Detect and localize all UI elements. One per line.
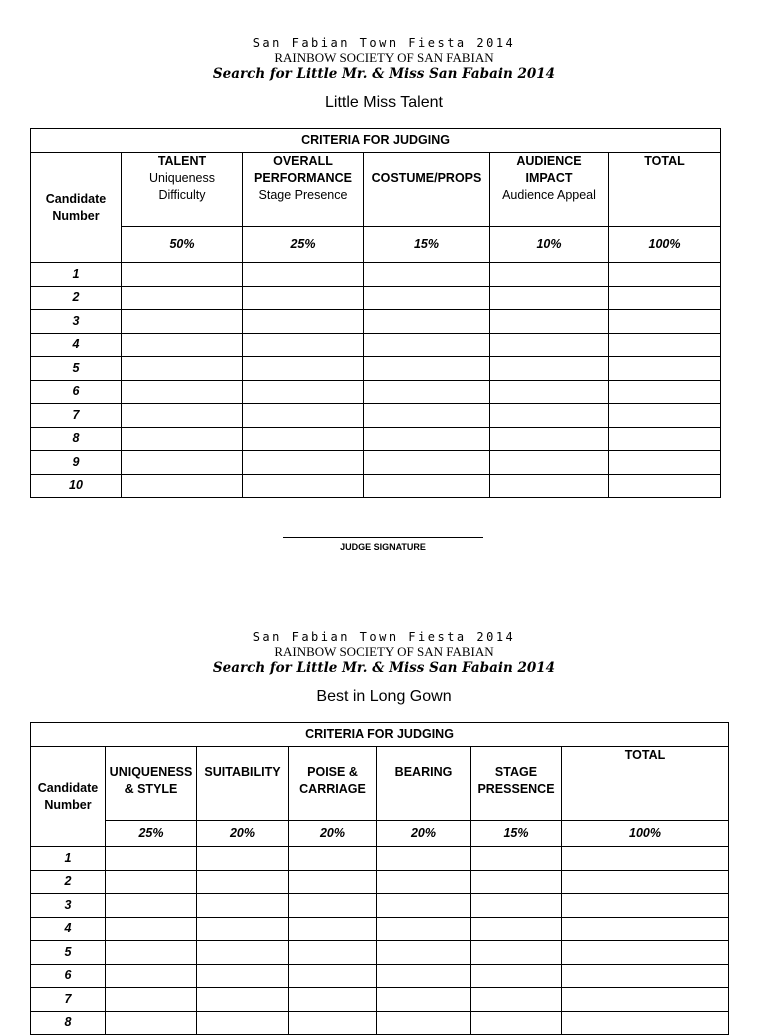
score-cell[interactable] [490, 333, 609, 357]
score-cell[interactable] [364, 357, 490, 381]
total-weight: 100% [609, 227, 721, 263]
score-cell[interactable] [490, 427, 609, 451]
score-cell[interactable] [243, 380, 364, 404]
score-cell[interactable] [471, 1011, 562, 1035]
costume-weight: 15% [364, 227, 490, 263]
score-cell[interactable] [106, 917, 197, 941]
suitability-weight: 20% [197, 821, 289, 847]
score-cell[interactable] [562, 847, 729, 871]
fiesta-title: San Fabian Town Fiesta 2014 [252, 630, 516, 644]
score-cell[interactable] [364, 451, 490, 475]
table-row [31, 286, 721, 310]
score-cell[interactable] [122, 310, 243, 334]
table-row [31, 310, 721, 334]
score-cell[interactable] [243, 263, 364, 287]
candidate-number: 4 [31, 917, 106, 941]
score-cell[interactable] [289, 964, 377, 988]
score-cell[interactable] [609, 474, 721, 498]
uniqueness-weight: 25% [106, 821, 197, 847]
candidate-number: 8 [31, 427, 122, 451]
candidate-number: 2 [31, 870, 106, 894]
score-cell[interactable] [106, 964, 197, 988]
score-cell[interactable] [122, 333, 243, 357]
candidate-number: 6 [31, 964, 106, 988]
score-cell[interactable] [609, 404, 721, 428]
total-header: TOTAL [562, 747, 729, 821]
score-cell[interactable] [471, 988, 562, 1012]
score-cell[interactable] [289, 917, 377, 941]
score-cell[interactable] [289, 941, 377, 965]
score-cell[interactable] [289, 870, 377, 894]
candidate-number: 2 [31, 286, 122, 310]
score-cell[interactable] [562, 917, 729, 941]
score-cell[interactable] [364, 286, 490, 310]
table-row [31, 380, 721, 404]
scoring-table-long-gown [30, 722, 729, 1035]
score-cell[interactable] [197, 870, 289, 894]
candidate-number: 7 [31, 988, 106, 1012]
table-row [31, 941, 729, 965]
category-title: Best in Long Gown [316, 688, 452, 705]
score-cell[interactable] [562, 894, 729, 918]
score-cell[interactable] [562, 870, 729, 894]
society-name: RAINBOW SOCIETY OF SAN FABIAN [274, 50, 494, 65]
score-cell[interactable] [471, 964, 562, 988]
criteria-title: CRITERIA FOR JUDGING [31, 129, 721, 153]
score-cell[interactable] [490, 263, 609, 287]
score-cell[interactable] [609, 380, 721, 404]
table-row [31, 870, 729, 894]
score-cell[interactable] [106, 847, 197, 871]
table-row [31, 451, 721, 475]
score-cell[interactable] [289, 1011, 377, 1035]
score-cell[interactable] [377, 964, 471, 988]
signature-label: JUDGE SIGNATURE [340, 542, 426, 552]
score-cell[interactable] [490, 310, 609, 334]
score-cell[interactable] [197, 1011, 289, 1035]
score-cell[interactable] [243, 286, 364, 310]
score-cell[interactable] [377, 894, 471, 918]
table-row [31, 894, 729, 918]
score-cell[interactable] [609, 451, 721, 475]
criteria-title: CRITERIA FOR JUDGING [31, 723, 729, 747]
score-cell[interactable] [490, 404, 609, 428]
candidate-rows [31, 847, 729, 1035]
score-cell[interactable] [243, 357, 364, 381]
score-cell[interactable] [106, 988, 197, 1012]
bearing-weight: 20% [377, 821, 471, 847]
candidate-number: 1 [31, 263, 122, 287]
score-cell[interactable] [377, 988, 471, 1012]
bearing-header: BEARING [377, 747, 471, 821]
total-header: TOTAL [609, 153, 721, 227]
table-row [31, 964, 729, 988]
score-cell[interactable] [364, 474, 490, 498]
score-cell[interactable] [562, 1011, 729, 1035]
score-cell[interactable] [243, 451, 364, 475]
score-cell[interactable] [609, 286, 721, 310]
score-cell[interactable] [490, 357, 609, 381]
score-cell[interactable] [122, 451, 243, 475]
table-row [31, 333, 721, 357]
pageant-title: Search for Little Mr. & Miss San Fabain 2014 [212, 660, 556, 676]
score-cell[interactable] [122, 427, 243, 451]
score-cell[interactable] [289, 894, 377, 918]
score-cell[interactable] [609, 310, 721, 334]
signature-line [283, 537, 483, 538]
candidate-number: 4 [31, 333, 122, 357]
score-cell[interactable] [377, 1011, 471, 1035]
score-cell[interactable] [243, 474, 364, 498]
talent-header: TALENT Uniqueness Difficulty [122, 153, 243, 227]
score-cell[interactable] [471, 917, 562, 941]
table-row [31, 357, 721, 381]
audience-weight: 10% [490, 227, 609, 263]
score-cell[interactable] [490, 286, 609, 310]
table-row [31, 847, 729, 871]
score-cell[interactable] [243, 427, 364, 451]
score-cell[interactable] [490, 451, 609, 475]
score-cell[interactable] [289, 988, 377, 1012]
candidate-number: 5 [31, 941, 106, 965]
score-cell[interactable] [364, 404, 490, 428]
score-cell[interactable] [106, 941, 197, 965]
candidate-number-header: Candidate Number [31, 153, 122, 263]
score-cell[interactable] [471, 847, 562, 871]
category-title: Little Miss Talent [325, 94, 443, 111]
society-name: RAINBOW SOCIETY OF SAN FABIAN [274, 644, 494, 659]
poise-carriage-header: POISE & CARRIAGE [289, 747, 377, 821]
score-cell[interactable] [609, 333, 721, 357]
table-row [31, 474, 721, 498]
score-cell[interactable] [106, 870, 197, 894]
score-cell[interactable] [197, 894, 289, 918]
score-cell[interactable] [197, 917, 289, 941]
candidate-number: 3 [31, 310, 122, 334]
candidate-rows [31, 263, 721, 498]
candidate-number: 1 [31, 847, 106, 871]
performance-weight: 25% [243, 227, 364, 263]
score-cell[interactable] [122, 286, 243, 310]
score-cell[interactable] [289, 847, 377, 871]
score-cell[interactable] [377, 870, 471, 894]
score-cell[interactable] [243, 404, 364, 428]
table-row [31, 404, 721, 428]
table-row [31, 917, 729, 941]
score-cell[interactable] [471, 894, 562, 918]
scoring-table-talent [30, 128, 721, 498]
candidate-number: 7 [31, 404, 122, 428]
score-cell[interactable] [364, 263, 490, 287]
uniqueness-style-header: UNIQUENESS & STYLE [106, 747, 197, 821]
candidate-number: 9 [31, 451, 122, 475]
score-cell[interactable] [122, 263, 243, 287]
fiesta-title: San Fabian Town Fiesta 2014 [252, 36, 516, 50]
score-cell[interactable] [106, 894, 197, 918]
overall-performance-header: OVERALL PERFORMANCE Stage Presence [243, 153, 364, 227]
score-cell[interactable] [562, 941, 729, 965]
candidate-number: 6 [31, 380, 122, 404]
candidate-number: 3 [31, 894, 106, 918]
poise-weight: 20% [289, 821, 377, 847]
score-cell[interactable] [197, 988, 289, 1012]
stage-weight: 15% [471, 821, 562, 847]
score-cell[interactable] [490, 474, 609, 498]
table-row [31, 988, 729, 1012]
score-cell[interactable] [609, 427, 721, 451]
total-weight: 100% [562, 821, 729, 847]
stage-presence-header: STAGE PRESSENCE [471, 747, 562, 821]
score-cell[interactable] [562, 988, 729, 1012]
table-row [31, 263, 721, 287]
judge-signature [283, 537, 483, 552]
score-cell[interactable] [197, 941, 289, 965]
candidate-number: 5 [31, 357, 122, 381]
score-cell[interactable] [364, 427, 490, 451]
score-cell[interactable] [364, 380, 490, 404]
talent-weight: 50% [122, 227, 243, 263]
score-cell[interactable] [122, 404, 243, 428]
form2-header [0, 630, 768, 707]
score-cell[interactable] [609, 263, 721, 287]
score-cell[interactable] [562, 964, 729, 988]
score-cell[interactable] [243, 310, 364, 334]
pageant-title: Search for Little Mr. & Miss San Fabain 2014 [212, 66, 556, 82]
costume-props-header: COSTUME/PROPS [364, 153, 490, 227]
score-cell[interactable] [197, 847, 289, 871]
score-cell[interactable] [609, 357, 721, 381]
table-row [31, 427, 721, 451]
score-cell[interactable] [364, 310, 490, 334]
score-cell[interactable] [122, 380, 243, 404]
candidate-number: 8 [31, 1011, 106, 1035]
score-cell[interactable] [377, 847, 471, 871]
score-cell[interactable] [243, 333, 364, 357]
score-cell[interactable] [471, 870, 562, 894]
score-cell[interactable] [197, 964, 289, 988]
audience-impact-header: AUDIENCE IMPACT Audience Appeal [490, 153, 609, 227]
candidate-number: 10 [31, 474, 122, 498]
score-cell[interactable] [471, 941, 562, 965]
score-cell[interactable] [377, 941, 471, 965]
candidate-number-header: Candidate Number [31, 747, 106, 847]
table-row [31, 1011, 729, 1035]
suitability-header: SUITABILITY [197, 747, 289, 821]
score-cell[interactable] [122, 474, 243, 498]
form1-header [0, 36, 768, 113]
score-cell[interactable] [122, 357, 243, 381]
score-cell[interactable] [490, 380, 609, 404]
score-cell[interactable] [106, 1011, 197, 1035]
score-cell[interactable] [364, 333, 490, 357]
score-cell[interactable] [377, 917, 471, 941]
